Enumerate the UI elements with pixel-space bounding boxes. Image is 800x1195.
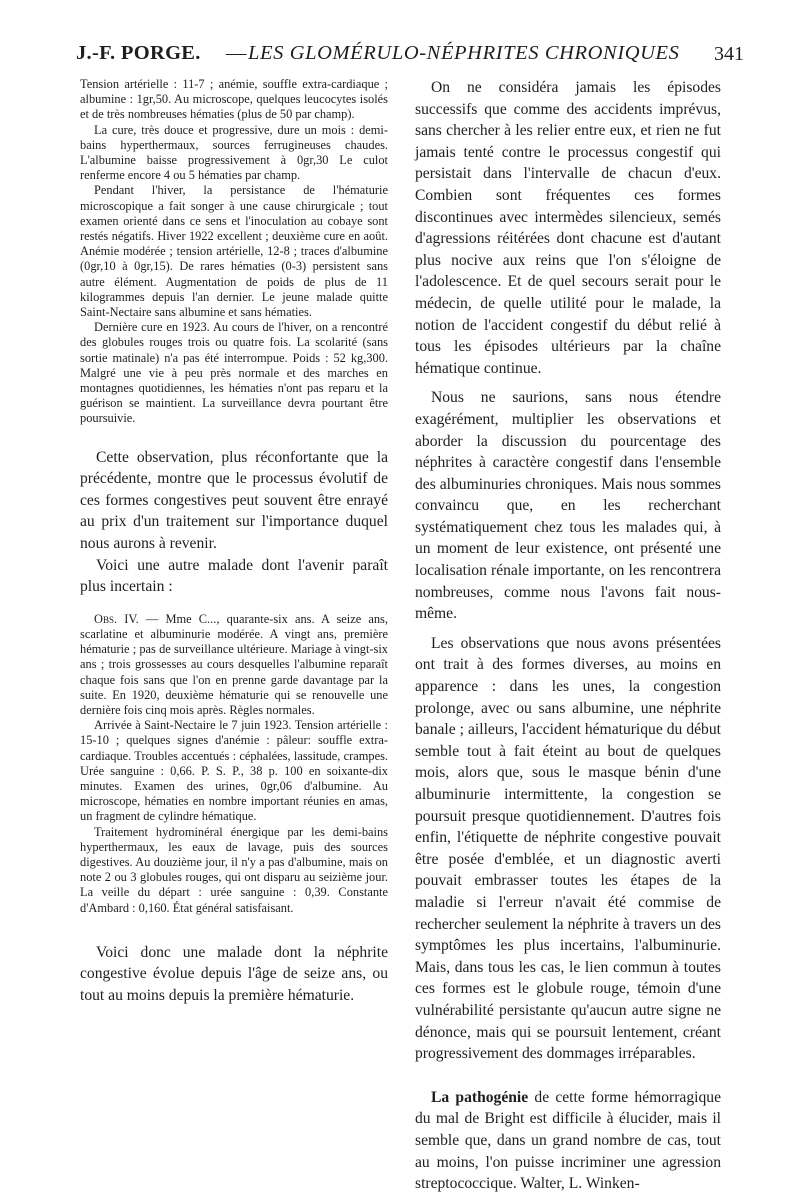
obs4-paragraph: Arrivée à Saint-Nectaire le 7 juin 1923. Tension artérielle : 15-10 ; quelques signes d'anémie : pâleur: souffle extra-cardiaque. Troubles accentués : céphalées, lassitude, crampes. Urée sanguine : 0,66. P. S. P., 38 p. 100 en soixante-dix minutes. Examen des urines, 0gr,06 d'albumine. Au microscope, hématies en nombre important réunies en amas, un fragment de cylindre hématique. bbox=[80, 718, 388, 824]
body-paragraph bbox=[415, 1087, 721, 1195]
body-paragraph: Les observations que nous avons présentées ont trait à des formes diverses, au moins en apparence : dans les unes, la congestion prolonge, avec ou sans albumine, une néphrite banale ; ailleurs, l'accident hématurique du début semble tout à fait éteint au bout de quelques mois, alors que, sous le masque bénin d'une albuminurie intermittente, la congestion se poursuit presque quotidiennement. D'autres fois enfin, l'étiquette de néphrite congestive pouvait être posée d'emblée, et un diagnostic averti pouvait embrasser toutes les étapes de la maladie si l'erreur n'avait été commise de rechercher seulement la néphrite à travers un des symptômes les plus incertains, l'albuminurie. Mais, dans tous les cas, le lien commun à toutes ces formes est le globule rouge, témoin d'une vulnérabilité persistante qu'aucun autre signe ne dénonce, mais qui se poursuit lentement, créant progressivement des dommages irréparables. bbox=[415, 634, 721, 1063]
body-paragraph: Voici une autre malade dont l'avenir paraît plus incertain : bbox=[80, 556, 388, 596]
pathogenie-text: de cette forme hémorragique du mal de Bright est difficile à élucider, mais il semble que, dans un grand nombre de cas, tout au moins, l'on puisse incriminer une agression streptococcique. Walter, L. Winken- bbox=[415, 1088, 721, 1193]
obs4-dash: — bbox=[138, 611, 166, 626]
right-column bbox=[415, 77, 721, 1195]
obs4-paragraph bbox=[80, 612, 388, 718]
obs3-paragraph: Tension artérielle : 11-7 ; anémie, souffle extra-cardiaque ; albumine : 1gr,50. Au microscope, quelques leucocytes isolés et de très nombreuses hématies (plus de 50 par champ). bbox=[80, 77, 388, 122]
page-number: 341 bbox=[714, 43, 744, 65]
obs3-paragraph: La cure, très douce et progressive, dure un mois : demi-bains hyperthermaux, sources ferrugineuses chaudes. L'albumine baisse progressivement à 0gr,30 Le culot renferme encore 4 ou 5 hématies par champ. bbox=[80, 122, 388, 183]
obs3-paragraph: Pendant l'hiver, la persistance de l'hématurie microscopique a fait songer à une cause chirurgicale ; tout examen orienté dans ce sens et l'inoculation au cobaye sont restés négatifs. Hiver 1922 excellent ; deuxième cure en août. Anémie modérée ; tension artérielle, 12-8 ; traces d'albumine (0gr,10 à 0gr,15). De rares hématies (0-3) persistent sans autre élément. Augmentation de poids de plus de 11 kilogrammes depuis l'an dernier. Le jeune malade quitte Saint-Nectaire sans albumine et sans hématies. bbox=[80, 183, 388, 320]
header-title: LES GLOMÉRULO-NÉPHRITES CHRONIQUES bbox=[248, 42, 680, 64]
obs4-text: Mme C..., quarante-six ans. A seize ans, scarlatine et albuminurie modérée. A vingt ans, première hématurie ; pas de surveillance ultérieure. Mariage à vingt-six ans ; trois grossesses au cours desquelles l'albumine reparaît chaque fois sans que l'on en prenne garde davantage par la suite. En 1920, deuxième hématurie qui se renouvelle une dernière fois cinq mois après. Règles normales. bbox=[80, 611, 388, 718]
header-author: J.-F. PORGE. bbox=[76, 42, 201, 64]
pathogenie-heading: La pathogénie bbox=[431, 1088, 529, 1106]
obs3-paragraph: Dernière cure en 1923. Au cours de l'hiver, on a rencontré des globules rouges trois ou quatre fois. La scolarité (sans sortie matinale) n'a pas été interrompue. Poids : 52 kg,300. Malgré une vie à peu près normale et des marches en montagnes quotidiennes, les hématies n'ont pas reparu et la guérison se maintient. La surveillance devra pourtant être poursuivie. bbox=[80, 320, 388, 426]
running-header bbox=[76, 42, 744, 70]
header-separator: — bbox=[226, 42, 247, 64]
obs4-label: Obs. IV. bbox=[94, 611, 139, 626]
left-column bbox=[80, 77, 388, 1007]
body-paragraph: Nous ne saurions, sans nous étendre exagérément, multiplier les observations et aborder la discussion du pourcentage des néphrites à caractère congestif dans l'ensemble des albuminuries chroniques. Mais nous sommes convaincu que, en les recherchant systématiquement chez tous les malades qui, à un moment de leur existence, ont présenté une localisation rénale importante, on les rencontrera nombreuses, comme nous l'avons fait nous-même. bbox=[415, 389, 721, 623]
obs4-paragraph: Traitement hydrominéral énergique par les demi-bains hyperthermaux, les eaux de lavage, puis des sources digestives. Au douzième jour, il n'y a pas d'albumine, mais on note 2 ou 3 globules rouges, qui ont disparu au seizième jour. La veille du départ : urée sanguine : 0,39. Constante d'Ambard : 0,160. État général satisfaisant. bbox=[80, 824, 388, 915]
body-paragraph: Voici donc une malade dont la néphrite congestive évolue depuis l'âge de seize ans, ou tout au moins depuis la première hématurie. bbox=[80, 943, 388, 1005]
body-paragraph: On ne considéra jamais les épisodes successifs que comme des accidents imprévus, sans chercher à les relier entre eux, et rien ne fut jamais tenté contre le processus congestif qui persistait dans l'intervalle de chacun d'eux. Combien sont fréquentes ces formes discontinues avec intermèdes silencieux, semés d'agressions réitérées dont chacune est d'autant plus nocive aux reins que l'on s'éloigne de l'adolescence. Et de quel secours serait pour le médecin, de quelle utilité pour le malade, la notion de l'accident congestif du début relié à tous les épisodes ultérieurs par la chaîne hématique continue. bbox=[415, 79, 721, 377]
body-paragraph: Cette observation, plus réconfortante que la précédente, montre que le processus évolutif de ces formes congestives peut souvent être enrayé au prix d'un traitement sur l'importance duquel nous aurons à revenir. bbox=[80, 448, 388, 553]
